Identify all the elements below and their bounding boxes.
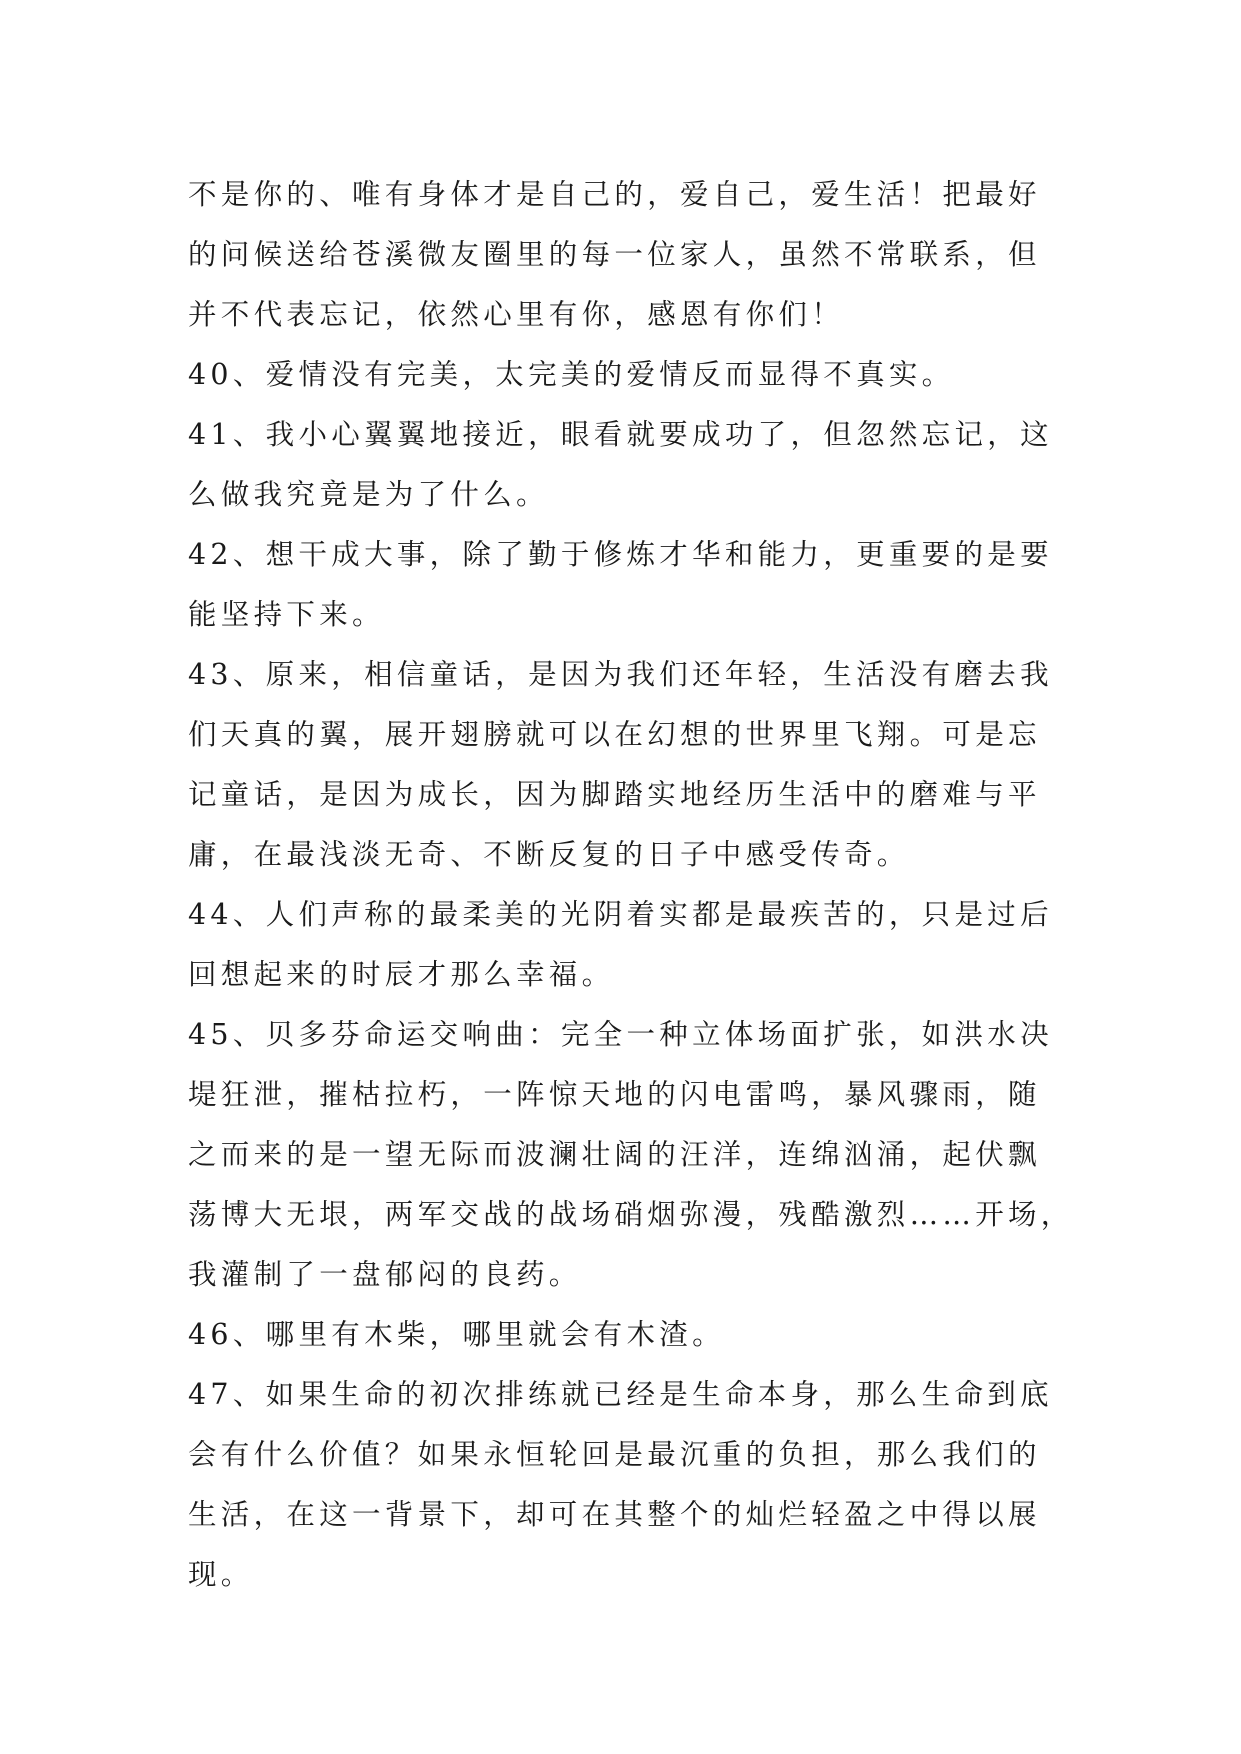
text-line: 44、人们声称的最柔美的光阴着实都是最疾苦的，只是过后 bbox=[188, 898, 1053, 931]
text-line: 记童话，是因为成长，因为脚踏实地经历生活中的磨难与平 bbox=[188, 778, 1041, 811]
text-line: 的问候送给苍溪微友圈里的每一位家人，虽然不常联系，但 bbox=[188, 238, 1041, 271]
text-line: 40、爱情没有完美，太完美的爱情反而显得不真实。 bbox=[188, 358, 955, 391]
text-line: 不是你的、唯有身体才是自己的，爱自己，爱生活！把最好 bbox=[188, 178, 1041, 211]
text-line: 么做我究竟是为了什么。 bbox=[188, 478, 549, 511]
text-line: 荡博大无垠，两军交战的战场硝烟弥漫，残酷激烈……开场， bbox=[188, 1198, 1074, 1231]
document-body bbox=[188, 165, 1074, 1605]
text-line: 43、原来，相信童话，是因为我们还年轻，生活没有磨去我 bbox=[188, 658, 1053, 691]
text-line: 能坚持下来。 bbox=[188, 598, 385, 631]
text-line: 之而来的是一望无际而波澜壮阔的汪洋，连绵汹涌，起伏飘 bbox=[188, 1138, 1041, 1171]
text-line: 现。 bbox=[188, 1558, 254, 1591]
text-line: 庸，在最浅淡无奇、不断反复的日子中感受传奇。 bbox=[188, 838, 910, 871]
text-line: 们天真的翼，展开翅膀就可以在幻想的世界里飞翔。可是忘 bbox=[188, 718, 1041, 751]
text-line: 会有什么价值？如果永恒轮回是最沉重的负担，那么我们的 bbox=[188, 1438, 1041, 1471]
text-line: 42、想干成大事，除了勤于修炼才华和能力，更重要的是要 bbox=[188, 538, 1053, 571]
text-line: 我灌制了一盘郁闷的良药。 bbox=[188, 1258, 582, 1291]
text-line: 46、哪里有木柴，哪里就会有木渣。 bbox=[188, 1318, 725, 1351]
text-line: 生活，在这一背景下，却可在其整个的灿烂轻盈之中得以展 bbox=[188, 1498, 1041, 1531]
text-line: 回想起来的时辰才那么幸福。 bbox=[188, 958, 615, 991]
text-line: 45、贝多芬命运交响曲：完全一种立体场面扩张，如洪水决 bbox=[188, 1018, 1053, 1051]
text-line: 47、如果生命的初次排练就已经是生命本身，那么生命到底 bbox=[188, 1378, 1053, 1411]
text-line: 并不代表忘记，依然心里有你，感恩有你们！ bbox=[188, 298, 845, 331]
text-line: 41、我小心翼翼地接近，眼看就要成功了，但忽然忘记，这 bbox=[188, 418, 1053, 451]
text-line: 堤狂泄，摧枯拉朽，一阵惊天地的闪电雷鸣，暴风骤雨，随 bbox=[188, 1078, 1041, 1111]
